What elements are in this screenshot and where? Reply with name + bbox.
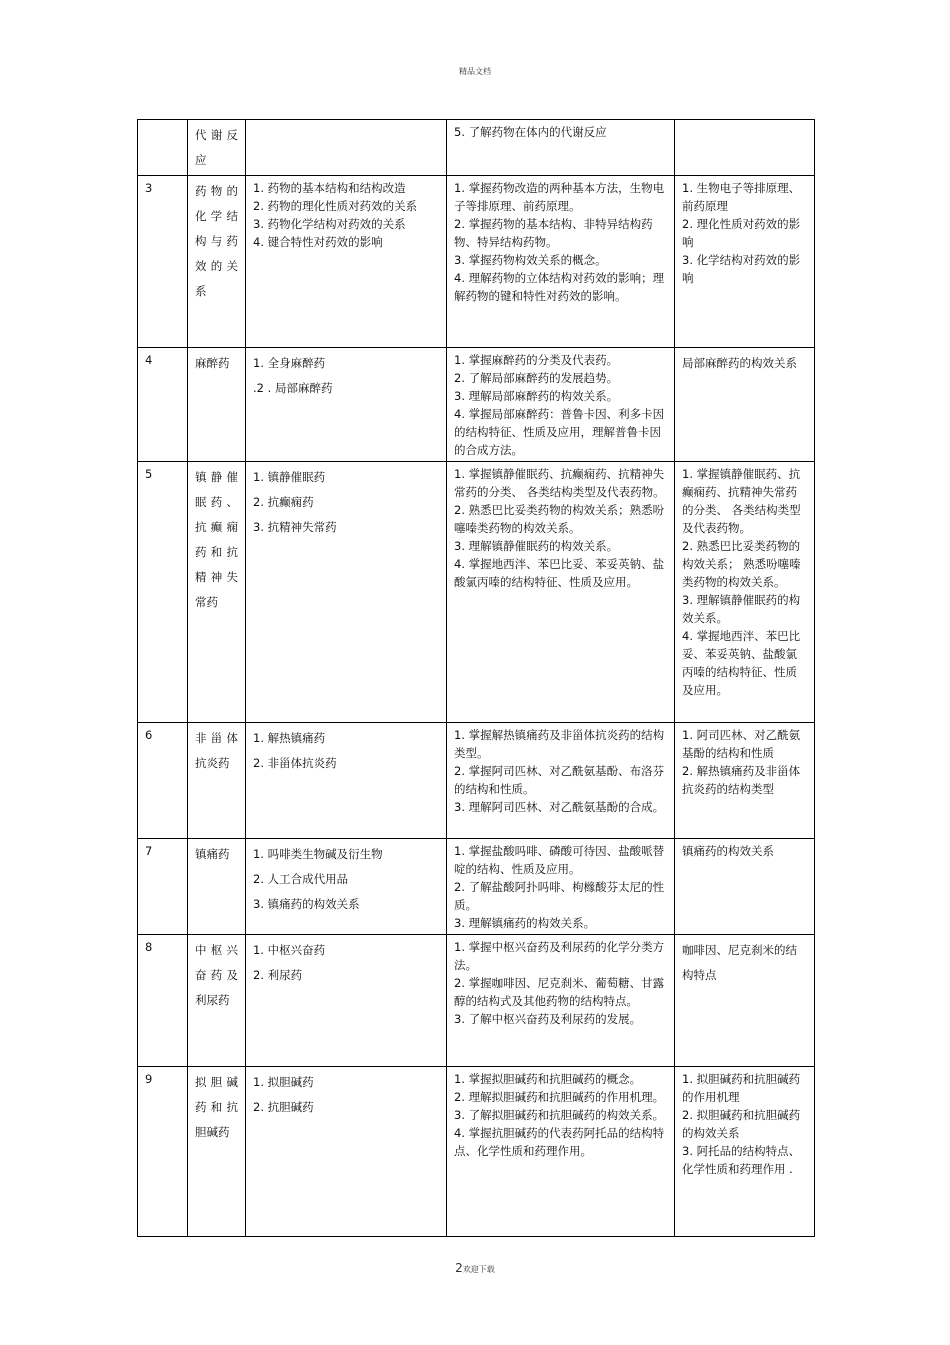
chapter-title: 麻醉药	[195, 356, 230, 370]
key-points-cell	[675, 176, 815, 348]
requirement-item: 4. 理解药物的立体结构对药效的影响；理解药物的键和特性对药效的影响。	[454, 271, 665, 303]
requirement-item: 3. 理解局部麻醉药的构效关系。	[454, 389, 619, 403]
key-point-item: 1. 阿司匹林、对乙酰氨基酚的结构和性质	[682, 728, 801, 760]
content-item: 2. 人工合成代用品	[253, 872, 349, 886]
row-number	[138, 120, 188, 176]
chapter-cell	[188, 935, 246, 1067]
chapter-cell	[188, 723, 246, 839]
content-cell	[246, 348, 447, 462]
chapter-cell	[188, 348, 246, 462]
requirement-item: 4. 掌握抗胆碱药的代表药阿托品的结构特点、化学性质和药理作用。	[454, 1126, 665, 1158]
chapter-cell	[188, 120, 246, 176]
requirement-item: 4. 掌握地西泮、苯巴比妥、苯妥英钠、盐酸氯丙嗪的结构特征、性质及应用。	[454, 557, 665, 589]
content-cell	[246, 120, 447, 176]
content-cell	[246, 1067, 447, 1237]
table-row	[138, 839, 815, 935]
key-point-item: 2. 熟悉巴比妥类药物的构效关系； 熟悉吩噻嗪类药物的构效关系。	[682, 539, 801, 589]
content-item: 1. 全身麻醉药	[253, 356, 326, 370]
content-item: 2. 非甾体抗炎药	[253, 756, 337, 770]
requirement-item: 2. 了解局部麻醉药的发展趋势。	[454, 371, 619, 385]
requirement-item: 2. 理解拟胆碱药和抗胆碱药的作用机理。	[454, 1090, 665, 1104]
requirement-item: 1. 掌握中枢兴奋药及利尿药的化学分类方法。	[454, 940, 665, 972]
table-row	[138, 462, 815, 723]
key-point-item: 2. 解热镇痛药及非甾体抗炎药的结构类型	[682, 764, 801, 796]
table-row	[138, 1067, 815, 1237]
row-number: 7	[138, 839, 188, 935]
chapter-title: 代谢反应	[195, 128, 238, 167]
key-points-cell	[675, 348, 815, 462]
content-item: 1. 药物的基本结构和结构改造	[253, 181, 406, 195]
key-points-cell	[675, 462, 815, 723]
content-cell	[246, 935, 447, 1067]
row-number: 9	[138, 1067, 188, 1237]
requirement-item: 3. 理解阿司匹林、对乙酰氨基酚的合成。	[454, 800, 665, 814]
requirement-item: 3. 理解镇静催眠药的构效关系。	[454, 539, 619, 553]
page-header: 精品文档	[459, 67, 491, 76]
chapter-title: 镇痛药	[195, 847, 230, 861]
requirements-cell	[447, 1067, 675, 1237]
key-points-cell	[675, 1067, 815, 1237]
row-number: 3	[138, 176, 188, 348]
content-item: 1. 镇静催眠药	[253, 470, 326, 484]
chapter-cell	[188, 176, 246, 348]
content-item: 2. 利尿药	[253, 968, 303, 982]
content-cell	[246, 723, 447, 839]
key-points-cell	[675, 839, 815, 935]
requirements-cell	[447, 839, 675, 935]
key-point-item: 3. 理解镇静催眠药的构效关系。	[682, 593, 801, 625]
key-points-cell	[675, 935, 815, 1067]
content-item: 1. 吗啡类生物碱及衍生物	[253, 847, 383, 861]
row-number: 6	[138, 723, 188, 839]
chapter-title: 非甾体抗炎药	[195, 731, 238, 770]
requirement-item: 1. 掌握药物改造的两种基本方法，生物电子等排原理、前药原理。	[454, 181, 665, 213]
chapter-title: 药物的化学结构与药效的关系	[195, 184, 238, 298]
requirement-item: 3. 理解镇痛药的构效关系。	[454, 916, 596, 930]
table-row	[138, 176, 815, 348]
content-item: 1. 拟胆碱药	[253, 1075, 314, 1089]
requirement-item: 2. 了解盐酸阿扑吗啡、枸橼酸芬太尼的性质。	[454, 880, 665, 912]
requirements-cell	[447, 176, 675, 348]
requirement-item: 1. 掌握拟胆碱药和抗胆碱药的概念。	[454, 1072, 642, 1086]
content-item: 3. 抗精神失常药	[253, 520, 337, 534]
footer-text: 欢迎下载	[462, 1265, 495, 1274]
key-point-item: 2. 理化性质对药效的影响	[682, 217, 801, 249]
chapter-title: 镇静催眠药、抗癫痫药和抗精神失常药	[195, 470, 238, 609]
content-item: 2. 抗胆碱药	[253, 1100, 314, 1114]
content-cell	[246, 462, 447, 723]
content-cell	[246, 176, 447, 348]
content-item: 1. 解热镇痛药	[253, 731, 326, 745]
key-point-item: 3. 化学结构对药效的影响	[682, 253, 801, 285]
page-footer	[0, 1261, 950, 1275]
content-item: 3. 药物化学结构对药效的关系	[253, 217, 406, 231]
content-item: 2. 药物的理化性质对药效的关系	[253, 199, 418, 213]
table-row	[138, 723, 815, 839]
requirements-cell	[447, 462, 675, 723]
key-point-item: 4. 掌握地西泮、苯巴比妥、苯妥英钠、盐酸氯丙嗪的结构特征、性质及应用。	[682, 629, 801, 697]
table-row	[138, 935, 815, 1067]
key-points-cell	[675, 723, 815, 839]
requirement-item: 1. 掌握盐酸吗啡、磷酸可待因、盐酸哌替啶的结构、性质及应用。	[454, 844, 665, 876]
requirements-cell	[447, 935, 675, 1067]
chapter-cell	[188, 462, 246, 723]
chapter-cell	[188, 1067, 246, 1237]
key-point-item: 镇痛药的构效关系	[682, 844, 774, 858]
chapter-title: 拟胆碱药和抗胆碱药	[195, 1075, 238, 1139]
key-point-item: 1. 拟胆碱药和抗胆碱药的作用机理	[682, 1072, 801, 1104]
requirement-item: 2. 熟悉巴比妥类药物的构效关系；熟悉吩噻嗪类药物的构效关系。	[454, 503, 665, 535]
table-row	[138, 348, 815, 462]
requirements-cell	[447, 723, 675, 839]
requirement-item: 3. 掌握药物构效关系的概念。	[454, 253, 607, 267]
content-item: 4. 键合特性对药效的影响	[253, 235, 383, 249]
key-point-item: 1. 生物电子等排原理、前药原理	[682, 181, 801, 213]
table-row	[138, 120, 815, 176]
requirement-item: 1. 掌握麻醉药的分类及代表药。	[454, 353, 619, 367]
content-item: 2. 抗癫痫药	[253, 495, 314, 509]
chapter-title: 中枢兴奋药及利尿药	[195, 943, 238, 1007]
key-point-item: 咖啡因、尼克刹米的结构特点	[682, 943, 797, 982]
content-item: .2 . 局部麻醉药	[253, 381, 333, 395]
requirement-item: 2. 掌握咖啡因、尼克刹米、葡萄糖、甘露醇的结构式及其他药物的结构特点。	[454, 976, 665, 1008]
key-point-item: 1. 掌握镇静催眠药、抗癫痫药、抗精神失常药的分类、 各类结构类型及代表药物。	[682, 467, 801, 535]
syllabus-table	[137, 119, 815, 1237]
requirement-item: 2. 掌握阿司匹林、对乙酰氨基酚、布洛芬的结构和性质。	[454, 764, 665, 796]
key-point-item: 2. 拟胆碱药和抗胆碱药的构效关系	[682, 1108, 801, 1140]
requirements-cell	[447, 348, 675, 462]
requirement-item: 4. 掌握局部麻醉药：普鲁卡因、利多卡因的结构特征、性质及应用，理解普鲁卡因的合成方法。	[454, 407, 665, 457]
content-item: 3. 镇痛药的构效关系	[253, 897, 360, 911]
requirement-item: 1. 掌握解热镇痛药及非甾体抗炎药的结构类型。	[454, 728, 665, 760]
requirement-item: 5. 了解药物在体内的代谢反应	[454, 125, 607, 139]
key-point-item: 局部麻醉药的构效关系	[682, 356, 797, 370]
content-cell	[246, 839, 447, 935]
row-number: 8	[138, 935, 188, 1067]
row-number: 5	[138, 462, 188, 723]
requirement-item: 3. 了解拟胆碱药和抗胆碱药的构效关系。	[454, 1108, 665, 1122]
chapter-cell	[188, 839, 246, 935]
requirement-item: 1. 掌握镇静催眠药、抗癫痫药、抗精神失常药的分类、 各类结构类型及代表药物。	[454, 467, 665, 499]
key-points-cell	[675, 120, 815, 176]
key-point-item: 3. 阿托品的结构特点、化学性质和药理作用 .	[682, 1144, 801, 1176]
page-number: 2	[455, 1261, 463, 1275]
requirements-cell	[447, 120, 675, 176]
requirement-item: 2. 掌握药物的基本结构、非特异结构药物、特异结构药物。	[454, 217, 653, 249]
requirement-item: 3. 了解中枢兴奋药及利尿药的发展。	[454, 1012, 642, 1026]
row-number: 4	[138, 348, 188, 462]
content-item: 1. 中枢兴奋药	[253, 943, 326, 957]
